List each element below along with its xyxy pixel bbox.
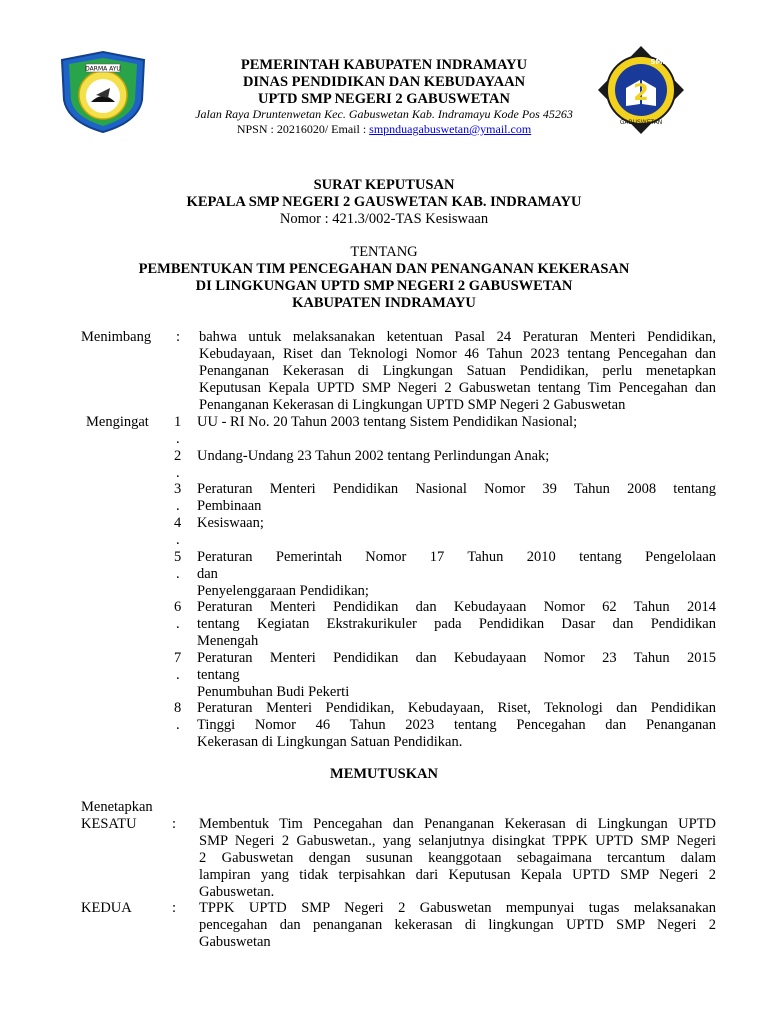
menimbang-colon: :	[176, 329, 181, 345]
mengingat-item-line: Peraturan Menteri Pendidikan dan Kebudayaan Nomor 23 Tahun 2015	[197, 650, 716, 666]
document-issuer: KEPALA SMP NEGERI 2 GAUSWETAN KAB. INDRAMAYU	[186, 194, 582, 210]
menimbang-line: Penanganan Kekerasan di Lingkungan Satuan Pendidikan, perlu menetapkan	[199, 363, 716, 379]
mengingat-item-number: 6	[174, 599, 182, 615]
menimbang-line: Kebudayaan, Riset dan Teknologi Nomor 46 Tahun 2023 tentang Pencegahan dan	[199, 346, 716, 362]
mengingat-item-line: Peraturan Menteri Pendidikan, Kebudayaan, Riset, Teknologi dan Pendidikan	[197, 700, 716, 716]
mengingat-item-line: Pembinaan	[197, 498, 262, 514]
letterhead-address: Jalan Raya Druntenwetan Kec. Gabuswetan Kab. Indramayu Kode Pos 45263	[195, 107, 573, 121]
subject-line-1: PEMBENTUKAN TIM PENCEGAHAN DAN PENANGANAN KEKERASAN	[138, 261, 630, 277]
kedua-label: KEDUA	[81, 900, 132, 916]
mengingat-item-dot: .	[176, 498, 180, 514]
mengingat-item-line: Peraturan Menteri Pendidikan dan Kebudayaan Nomor 62 Tahun 2014	[197, 599, 716, 615]
mengingat-item-number: 3	[174, 481, 182, 497]
mengingat-item-dot: .	[176, 667, 180, 683]
mengingat-item-line: Peraturan Menteri Pendidikan Nasional Nomor 39 Tahun 2008 tentang	[197, 481, 716, 497]
kesatu-line: lampiran yang tidak terpisahkan dari Keputusan Kepala UPTD SMP Negeri 2	[199, 867, 716, 883]
mengingat-item-line: Menengah	[197, 633, 259, 649]
kesatu-line: Gabuswetan.	[199, 884, 275, 900]
mengingat-item-line: Undang-Undang 23 Tahun 2002 tentang Perlindungan Anak;	[197, 448, 550, 464]
mengingat-item-dot: .	[176, 532, 180, 548]
mengingat-item-line: Tinggi Nomor 46 Tahun 2023 tentang Pencegahan dan Penanganan	[197, 717, 716, 733]
mengingat-item-number: 1	[174, 414, 182, 430]
npsn-text: NPSN : 20216020/ Email :	[236, 122, 370, 136]
mengingat-item-line: Kekerasan di Lingkungan Satuan Pendidikan.	[197, 734, 463, 750]
kedua-colon: :	[172, 900, 177, 916]
mengingat-item-number: 8	[174, 700, 182, 716]
mengingat-item-number: 5	[174, 549, 182, 565]
mengingat-item-line: UU - RI No. 20 Tahun 2003 tentang Sistem Pendidikan Nasional;	[197, 414, 578, 430]
mengingat-item-dot: .	[176, 431, 180, 447]
letterhead-line-3: UPTD SMP NEGERI 2 GABUSWETAN	[258, 91, 510, 107]
kesatu-line: 2 Gabuswetan dengan susunan keanggotaan sebagaimana tercantum dalam	[199, 850, 716, 866]
mengingat-item-line: dan	[197, 566, 218, 582]
mengingat-item-line: Peraturan Pemerintah Nomor 17 Tahun 2010 tentang Pengelolaan	[197, 549, 716, 565]
regency-logo-text: DARMA AYU	[85, 65, 121, 73]
mengingat-item-number: 2	[174, 448, 182, 464]
menimbang-line: bahwa untuk melaksanakan ketentuan Pasal 24 Peraturan Menteri Pendidikan,	[199, 329, 716, 345]
menimbang-line: Penanganan Kekerasan di Lingkungan UPTD SMP Negeri 2 Gabuswetan	[199, 397, 626, 413]
mengingat-item-dot: .	[176, 465, 180, 481]
mengingat-item-number: 7	[174, 650, 182, 666]
tentang-heading: TENTANG	[350, 244, 418, 260]
mengingat-item-line: Penyelenggaraan Pendidikan;	[197, 583, 369, 599]
kedua-line: pencegahan dan penanganan kekerasan di lingkungan UPTD SMP Negeri 2	[199, 917, 716, 933]
mengingat-label: Mengingat	[86, 414, 149, 430]
subject-line-2: DI LINGKUNGAN UPTD SMP NEGERI 2 GABUSWETAN	[195, 278, 573, 294]
document-title: SURAT KEPUTUSAN	[313, 177, 455, 193]
mengingat-item-line: Penumbuhan Budi Pekerti	[197, 684, 350, 700]
kesatu-line: Membentuk Tim Pencegahan dan Penanganan Kekerasan di Lingkungan UPTD	[199, 816, 716, 832]
document-number: Nomor : 421.3/002-TAS Kesiswaan	[279, 211, 489, 227]
letterhead-line-2: DINAS PENDIDIKAN DAN KEBUDAYAAN	[242, 74, 526, 90]
subject-line-3: KABUPATEN INDRAMAYU	[292, 295, 476, 311]
mengingat-item-number: 4	[174, 515, 182, 531]
email-link[interactable]: smpnduagabuswetan@ymail.com	[369, 122, 532, 136]
mengingat-item-line: Kesiswaan;	[197, 515, 264, 531]
menimbang-line: Keputusan Kepala UPTD SMP Negeri 2 Gabuswetan tentang Tim Pencegahan dan	[199, 380, 716, 396]
mengingat-item-line: tentang Kegiatan Ekstrakurikuler pada Pendidikan Dasar dan Pendidikan	[197, 616, 716, 632]
mengingat-item-dot: .	[176, 566, 180, 582]
letterhead-line-1: PEMERINTAH KABUPATEN INDRAMAYU	[240, 57, 528, 73]
kesatu-label: KESATU	[81, 816, 137, 832]
school-logo-bottom-text: GABUSWETAN	[619, 119, 663, 126]
kesatu-colon: :	[172, 816, 177, 832]
letterhead-contact	[150, 122, 618, 137]
kedua-line: Gabuswetan	[199, 934, 271, 950]
menetapkan-label: Menetapkan	[81, 799, 153, 815]
mengingat-item-dot: .	[176, 616, 180, 632]
kedua-line: TPPK UPTD SMP Negeri 2 Gabuswetan mempunyai tugas melaksanakan	[199, 900, 716, 916]
kesatu-line: SMP Negeri 2 Gabuswetan., yang selanjutnya disingkat TPPK UPTD SMP Negeri	[199, 833, 716, 849]
school-logo-top-text: SMPN	[650, 58, 674, 66]
regency-logo	[58, 50, 148, 134]
mengingat-item-dot: .	[176, 717, 180, 733]
memutuskan-heading: MEMUTUSKAN	[330, 766, 438, 782]
menimbang-label: Menimbang	[81, 329, 152, 345]
school-logo-number: 2	[633, 81, 649, 106]
mengingat-item-line: tentang	[197, 667, 240, 683]
